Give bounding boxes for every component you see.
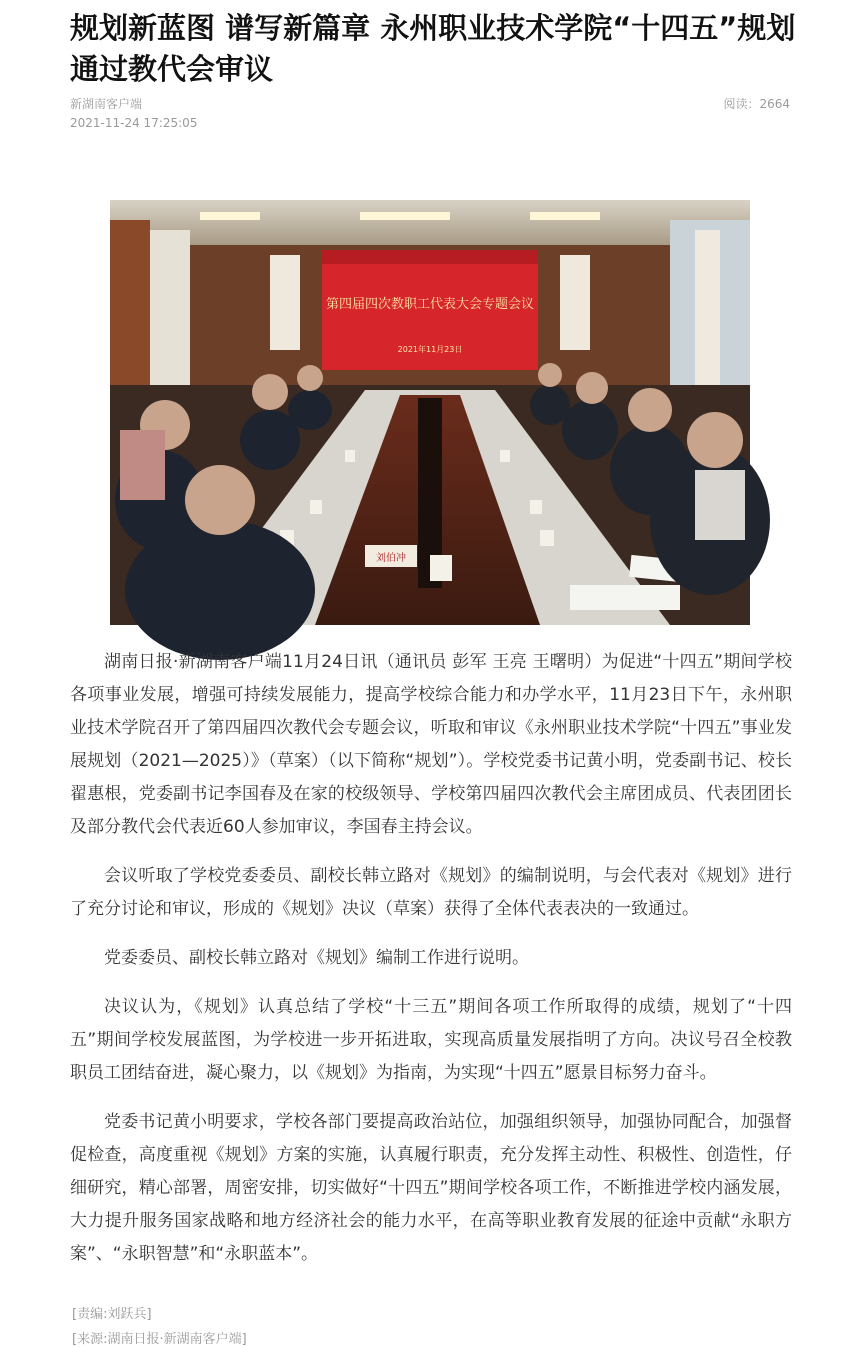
screen-date: 2021年11月23日 xyxy=(397,345,463,354)
editor-credit: [责编:刘跃兵] xyxy=(72,1307,152,1322)
source-credit: [来源:湖南日报·新湖南客户端] xyxy=(72,1332,247,1347)
paragraph: 湖南日报·新湖南客户端11月24日讯（通讯员 彭军 王亮 王曙明）为促进“十四五”期间学校各项事业发展，增强可持续发展能力，提高学校综合能力和办学水平，11月23日下午，永州职业技术学院召开了第四届四次教代会专题会议，听取和审议《永州职业技术学院“十四五”事业发展规划（2021—2025）》（草案）（以下简称“规划”）。学校党委书记黄小明，党委副书记、校长翟惠根，党委副书记李国春及在家的校级领导、学校第四届四次教代会主席团成员、代表团团长及部分教代会代表近60人参加审议，李国春主持会议。 xyxy=(70,652,792,837)
screen-title: 第四届四次教职工代表大会专题会议 xyxy=(325,297,535,312)
nameplate: 刘伯冲 xyxy=(376,553,406,564)
paragraph: 决议认为，《规划》认真总结了学校“十三五”期间各项工作所取得的成绩，规划了“十四五”期间学校发展蓝图，为学校进一步开拓进取，实现高质量发展指明了方向。决议号召全校教职员工团结奋进，凝心聚力，以《规划》为指南，为实现“十四五”愿景目标努力奋斗。 xyxy=(70,997,792,1083)
paragraph: 党委委员、副校长韩立路对《规划》编制工作进行说明。 xyxy=(104,948,529,968)
meeting-photo xyxy=(110,200,750,625)
paragraph: 会议听取了学校党委委员、副校长韩立路对《规划》的编制说明，与会代表对《规划》进行了充分讨论和审议，形成的《规划》决议（草案）获得了全体代表表决的一致通过。 xyxy=(70,866,792,919)
article-body xyxy=(70,646,792,1287)
read-count: 阅读：2664 xyxy=(723,97,790,111)
article-source[interactable]: 新湖南客户端 xyxy=(70,97,143,111)
publish-time: 2021-11-24 17:25:05 xyxy=(70,116,198,130)
article-title: 规划新蓝图 谱写新篇章 永州职业技术学院“十四五”规划通过教代会审议 xyxy=(70,11,796,86)
paragraph: 党委书记黄小明要求，学校各部门要提高政治站位，加强组织领导，加强协同配合，加强督促检查，高度重视《规划》方案的实施，认真履行职责，充分发挥主动性、积极性、创造性，仔细研究，精心部署，周密安排，切实做好“十四五”期间学校各项工作，不断推进学校内涵发展，大力提升服务国家战略和地方经济社会的能力水平，在高等职业教育发展的征途中贡献“永职方案”、“永职智慧”和“永职蓝本”。 xyxy=(70,1112,792,1264)
